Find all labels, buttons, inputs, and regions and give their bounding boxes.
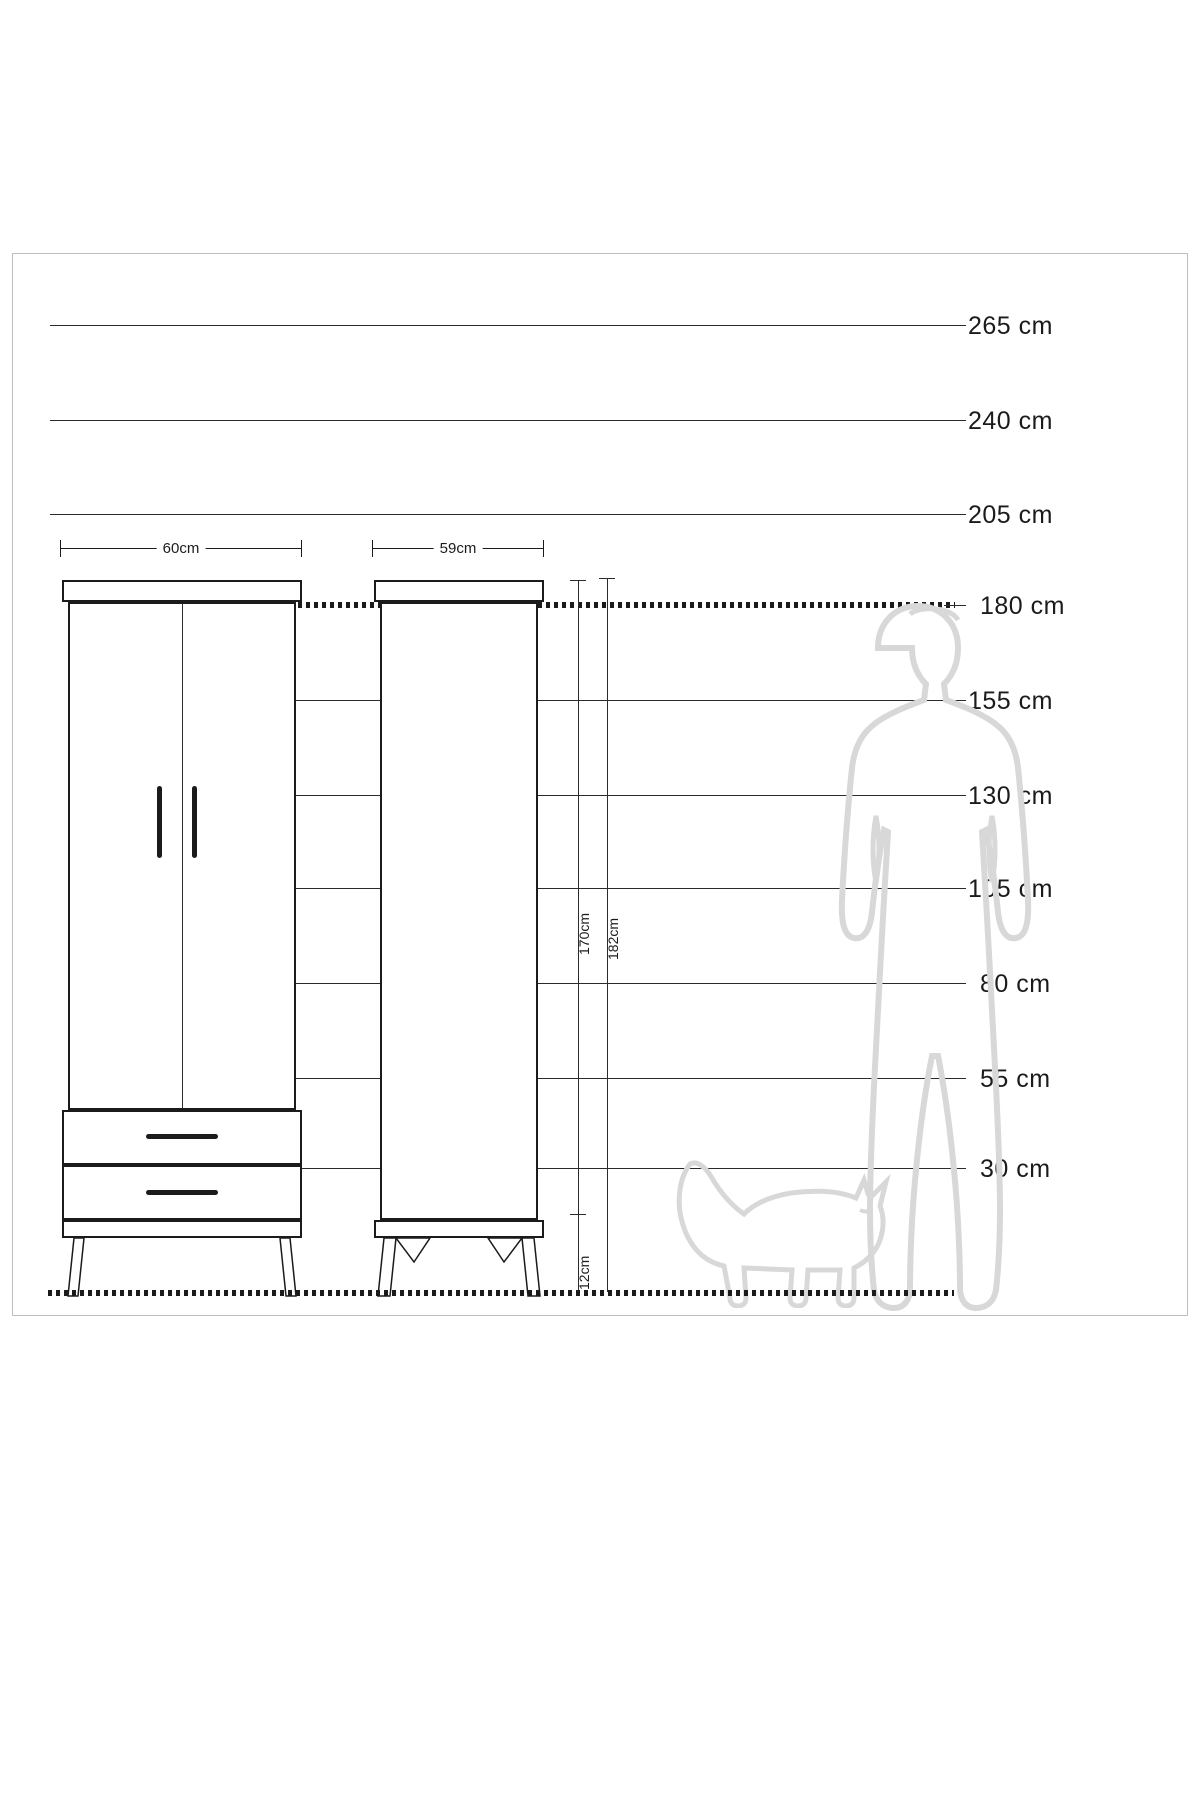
width-dimension-60cm-label: 60cm xyxy=(157,540,206,557)
height-label-130: 130 cm xyxy=(968,782,1053,810)
height-label-155: 155 cm xyxy=(968,687,1053,715)
height-label-105: 105 cm xyxy=(968,875,1053,903)
height-label-80: 80 cm xyxy=(980,970,1051,998)
wardrobe-drawer-top-handle[interactable] xyxy=(146,1134,218,1139)
wardrobe-drawer-bottom-handle[interactable] xyxy=(146,1190,218,1195)
leader-tick-265 xyxy=(944,325,966,326)
wardrobe-handle-left[interactable] xyxy=(157,786,162,858)
cat-silhouette xyxy=(672,1158,907,1308)
leader-tick-240 xyxy=(944,420,966,421)
cabinet-base-panel xyxy=(374,1220,544,1238)
height-label-30: 30 cm xyxy=(980,1155,1051,1183)
wardrobe-top-panel xyxy=(62,580,302,602)
width-dimension-59cm-label: 59cm xyxy=(434,540,483,557)
reference-line-240 xyxy=(50,420,955,421)
leader-tick-205 xyxy=(944,514,966,515)
ground-line xyxy=(48,1290,954,1296)
height-label-205: 205 cm xyxy=(968,501,1053,529)
width-dimension-60cm xyxy=(60,540,302,558)
wardrobe-door-split xyxy=(182,604,183,1108)
vertical-dimension-12cm-label: 12cm xyxy=(576,1255,592,1290)
wardrobe-base-panel xyxy=(62,1220,302,1238)
height-label-240: 240 cm xyxy=(968,407,1053,435)
cabinet-top-panel xyxy=(374,580,544,602)
vertical-dimension-182cm-label: 182cm xyxy=(605,917,621,960)
vertical-dimension-170cm-label: 170cm xyxy=(576,912,592,955)
height-label-265: 265 cm xyxy=(968,312,1053,340)
wardrobe-handle-right[interactable] xyxy=(192,786,197,858)
height-label-55: 55 cm xyxy=(980,1065,1051,1093)
vertical-dimension-182cm-tick-top xyxy=(599,578,615,579)
height-label-180: 180 cm xyxy=(980,592,1065,620)
vertical-dimension-12cm-tick xyxy=(570,1214,586,1215)
reference-line-205 xyxy=(50,514,955,515)
reference-line-265 xyxy=(50,325,955,326)
width-dimension-59cm xyxy=(372,540,544,558)
vertical-dimension-170cm-tick-top xyxy=(570,580,586,581)
cabinet-door[interactable] xyxy=(380,602,538,1220)
